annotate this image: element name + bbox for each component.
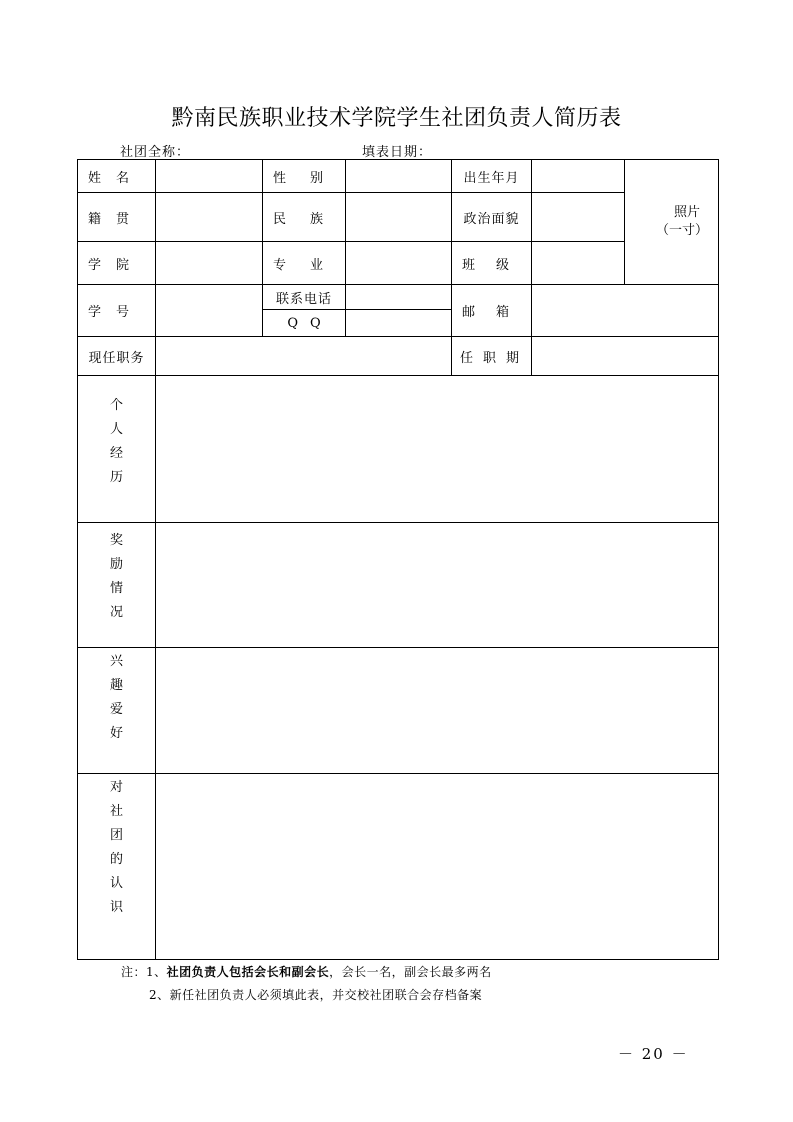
note-prefix: 注：1、 — [121, 965, 167, 979]
label-char: 别 — [309, 170, 323, 186]
phone-label: 联系电话 — [275, 291, 332, 307]
note-line-1 — [121, 963, 492, 980]
student-id-field[interactable] — [156, 285, 263, 337]
name-label-cell — [78, 160, 156, 193]
label-char: 专 — [273, 257, 287, 273]
page-number: － 20 － — [618, 1045, 689, 1063]
term-label-cell — [452, 337, 532, 376]
gender-label-cell — [263, 160, 346, 193]
experience-label-cell — [78, 376, 156, 523]
phone-field[interactable] — [346, 285, 452, 310]
label-char: 个 — [109, 398, 123, 413]
resume-table — [77, 159, 719, 960]
photo-label: 照片 — [673, 205, 700, 220]
understanding-label-cell — [78, 774, 156, 960]
native-place-label-cell — [78, 193, 156, 242]
label-char: 邮 — [462, 305, 476, 320]
native-place-field[interactable] — [156, 193, 263, 242]
major-field[interactable] — [346, 242, 452, 285]
label-char: 励 — [109, 557, 123, 572]
major-label-cell — [263, 242, 346, 285]
note-rest-text: ，会长一名，副会长最多两名 — [329, 965, 492, 979]
label-char: Q — [310, 315, 321, 331]
political-status-field[interactable] — [532, 193, 625, 242]
row-hobbies — [78, 648, 719, 774]
row-native-place — [78, 193, 719, 242]
college-label-cell — [78, 242, 156, 285]
birth-field[interactable] — [532, 160, 625, 193]
class-label-cell — [452, 242, 532, 285]
label-char: 期 — [505, 350, 519, 366]
hobbies-field[interactable] — [156, 648, 719, 774]
college-field[interactable] — [156, 242, 263, 285]
label-char: 历 — [109, 470, 123, 485]
understanding-field[interactable] — [156, 774, 719, 960]
label-char: 认 — [109, 876, 123, 891]
label-char: 职 — [482, 350, 496, 366]
label-char: 团 — [109, 828, 123, 843]
label-char: 院 — [115, 257, 129, 273]
label-char: 好 — [109, 726, 123, 741]
ethnicity-field[interactable] — [346, 193, 452, 242]
current-position-label: 现任职务 — [88, 350, 145, 366]
label-char: 兴 — [109, 654, 123, 669]
row-awards — [78, 523, 719, 648]
gender-field[interactable] — [346, 160, 452, 193]
label-char: 名 — [115, 170, 129, 186]
note-bold-text: 社团负责人包括会长和副会长 — [166, 965, 330, 979]
phone-label-cell — [263, 285, 346, 310]
label-char: 业 — [309, 257, 323, 273]
row-position — [78, 337, 719, 376]
current-position-field[interactable] — [156, 337, 452, 376]
label-char: 情 — [109, 581, 123, 596]
photo-cell[interactable] — [625, 160, 719, 285]
email-label-cell — [452, 285, 532, 337]
label-char: 贯 — [115, 211, 129, 227]
note-line-2: 2、新任社团负责人必须填此表，并交校社团联合会存档备案 — [149, 988, 483, 1002]
ethnicity-label-cell — [263, 193, 346, 242]
label-char: 号 — [115, 305, 129, 320]
label-char: 姓 — [88, 170, 102, 186]
label-char: 学 — [88, 305, 102, 320]
label-char: 人 — [109, 422, 123, 437]
awards-label-cell — [78, 523, 156, 648]
label-char: 学 — [88, 257, 102, 273]
label-char: 识 — [109, 900, 123, 915]
form-title: 黔南民族职业技术学院学生社团负责人简历表 — [171, 106, 622, 131]
qq-label-cell — [263, 310, 346, 337]
political-status-label: 政治面貌 — [463, 211, 520, 227]
label-char: 经 — [109, 446, 123, 461]
fill-date-label: 填表日期： — [362, 145, 433, 160]
current-position-label-cell — [78, 337, 156, 376]
label-char: 对 — [109, 780, 123, 795]
label-char: 民 — [273, 211, 287, 227]
photo-size-label: （一寸） — [655, 223, 708, 238]
row-college — [78, 242, 719, 285]
label-char: 性 — [273, 170, 287, 186]
row-understanding — [78, 774, 719, 960]
row-name — [78, 160, 719, 193]
club-name-label: 社团全称： — [120, 145, 191, 160]
label-char: 社 — [109, 804, 123, 819]
row-experience — [78, 376, 719, 523]
hobbies-label-cell — [78, 648, 156, 774]
label-char: 班 — [462, 257, 476, 273]
birth-label-cell — [452, 160, 532, 193]
birth-label: 出生年月 — [463, 170, 520, 186]
label-char: 奖 — [109, 533, 123, 548]
label-char: 况 — [109, 605, 123, 620]
experience-field[interactable] — [156, 376, 719, 523]
student-id-label-cell — [78, 285, 156, 337]
label-char: 趣 — [109, 678, 123, 693]
row-student-id — [78, 285, 719, 310]
email-field[interactable] — [532, 285, 719, 337]
label-char: 任 — [460, 350, 474, 366]
name-field[interactable] — [156, 160, 263, 193]
class-field[interactable] — [532, 242, 625, 285]
label-char: 级 — [495, 257, 509, 273]
label-char: 的 — [109, 852, 123, 867]
label-char: 爱 — [109, 702, 123, 717]
label-char: Q — [287, 315, 298, 331]
awards-field[interactable] — [156, 523, 719, 648]
label-char: 族 — [309, 211, 323, 227]
political-status-label-cell — [452, 193, 532, 242]
qq-field[interactable] — [346, 310, 452, 337]
label-char: 箱 — [495, 305, 509, 320]
term-field[interactable] — [532, 337, 719, 376]
label-char: 籍 — [88, 211, 102, 227]
